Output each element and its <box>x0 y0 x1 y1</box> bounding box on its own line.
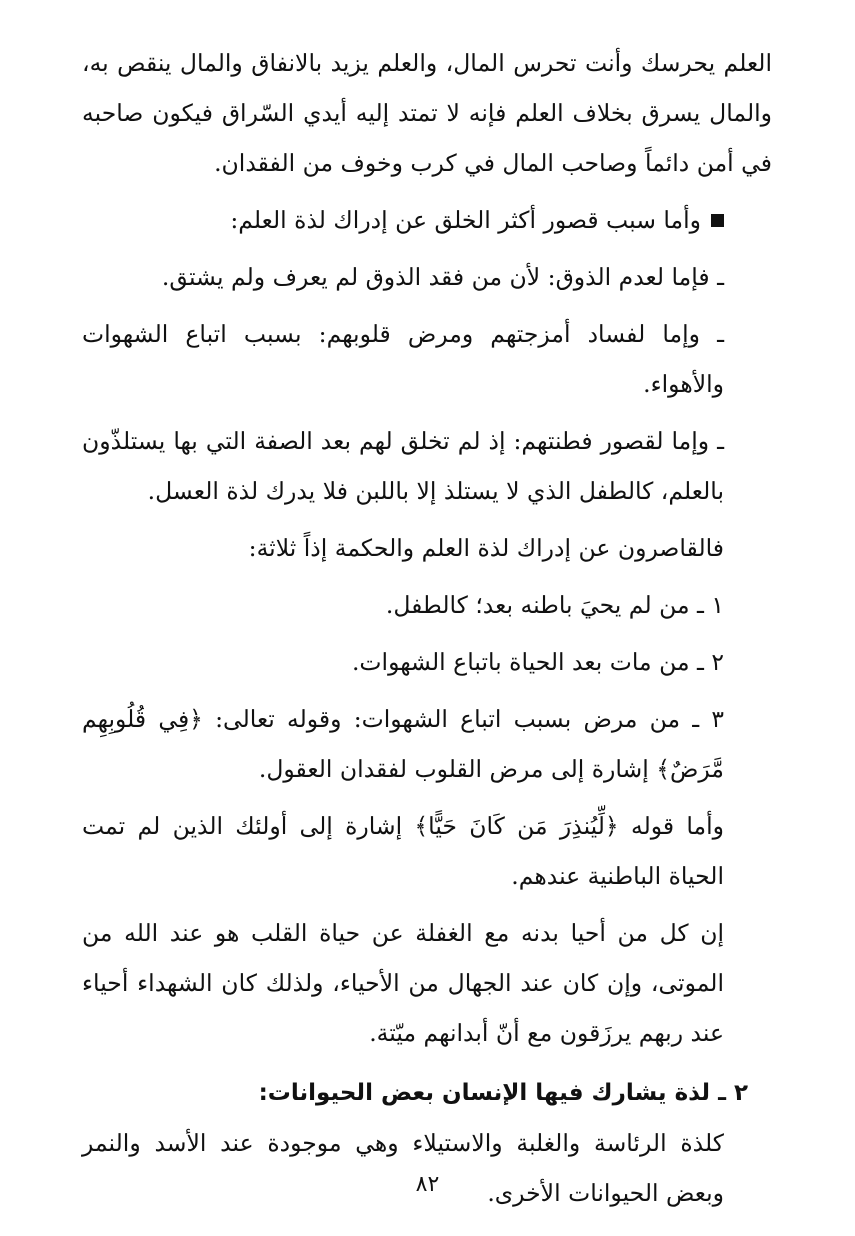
list-item-3-text: ٣ ـ من مرض بسبب اتباع الشهوات: وقوله تعالى: <box>202 705 724 733</box>
paragraph-limited-insight: ـ وإما لقصور فطنتهم: إذ لم تخلق لهم بعد الصفة التي بها يستلذّون بالعلم، كالطفل الذي لا يستلذ إلا باللبن فلا يدرك لذة العسل. <box>82 427 724 505</box>
quran-quote-hearts-disease: ﴿فِي قُلُوبِهِم مَّرَضٌ﴾ <box>82 705 724 783</box>
list-item-2: ٢ ـ من مات بعد الحياة باتباع الشهوات. <box>351 648 724 676</box>
paragraph-three-types-intro: فالقاصرون عن إدراك لذة العلم والحكمة إذاً ثلاثة: <box>248 534 724 562</box>
paragraph-heart-life: إن كل من أحيا بدنه مع الغفلة عن حياة القلب هو عند الله من الموتى، وإن كان عند الجهال من الأحياء، ولذلك كان الشهداء أحياء عند ربهم يرزَقون مع أنّ أبدانهم ميّتة. <box>82 919 724 1047</box>
paragraph-reason-heading <box>82 195 772 245</box>
paragraph-corrupt-temperament: ـ وإما لفساد أمزجتهم ومرض قلوبهم: بسبب اتباع الشهوات والأهواء. <box>82 320 724 398</box>
page-body <box>82 38 772 1218</box>
list-item-3-explanation: إشارة إلى مرض القلوب لفقدان العقول. <box>258 755 657 783</box>
paragraph-leadership-pleasure: كلذة الرئاسة والغلبة والاستيلاء وهي موجودة عند الأسد والنمر وبعض الحيوانات الأخرى. <box>82 1129 724 1207</box>
quran-quote-to-warn-living: ﴿لِّيُنذِرَ مَن كَانَ حَيًّا﴾ <box>414 812 619 840</box>
section-heading: ٢ ـ لذة يشارك فيها الإنسان بعض الحيوانات: <box>258 1080 748 1106</box>
list-item-3 <box>82 694 772 794</box>
list-item-1: ١ ـ من لم يحيَ باطنه بعد؛ كالطفل. <box>385 591 724 619</box>
paragraph-knowledge-vs-wealth: العلم يحرسك وأنت تحرس المال، والعلم يزيد بالانفاق والمال ينقص به، والمال يسرق بخلاف العلم فإنه لا تمتد إليه أيدي السّراق فيكون صاحبه في أمن دائماً وصاحب المال في كرب وخوف من الفقدان. <box>82 49 772 177</box>
page-number: ٨٢ <box>415 1172 440 1197</box>
living-warning-explanation: إشارة إلى أولئك الذين لم تمت الحياة الباطنية عندهم. <box>82 812 724 890</box>
living-warning-text: وأما قوله <box>618 812 725 840</box>
paragraph-lack-of-taste: ـ فإما لعدم الذوق: لأن من فقد الذوق لم يعرف ولم يشتق. <box>161 263 724 291</box>
square-bullet-icon <box>711 214 724 227</box>
paragraph-living-warning <box>82 801 772 901</box>
reason-heading-text: وأما سبب قصور أكثر الخلق عن إدراك لذة العلم: <box>230 206 701 234</box>
